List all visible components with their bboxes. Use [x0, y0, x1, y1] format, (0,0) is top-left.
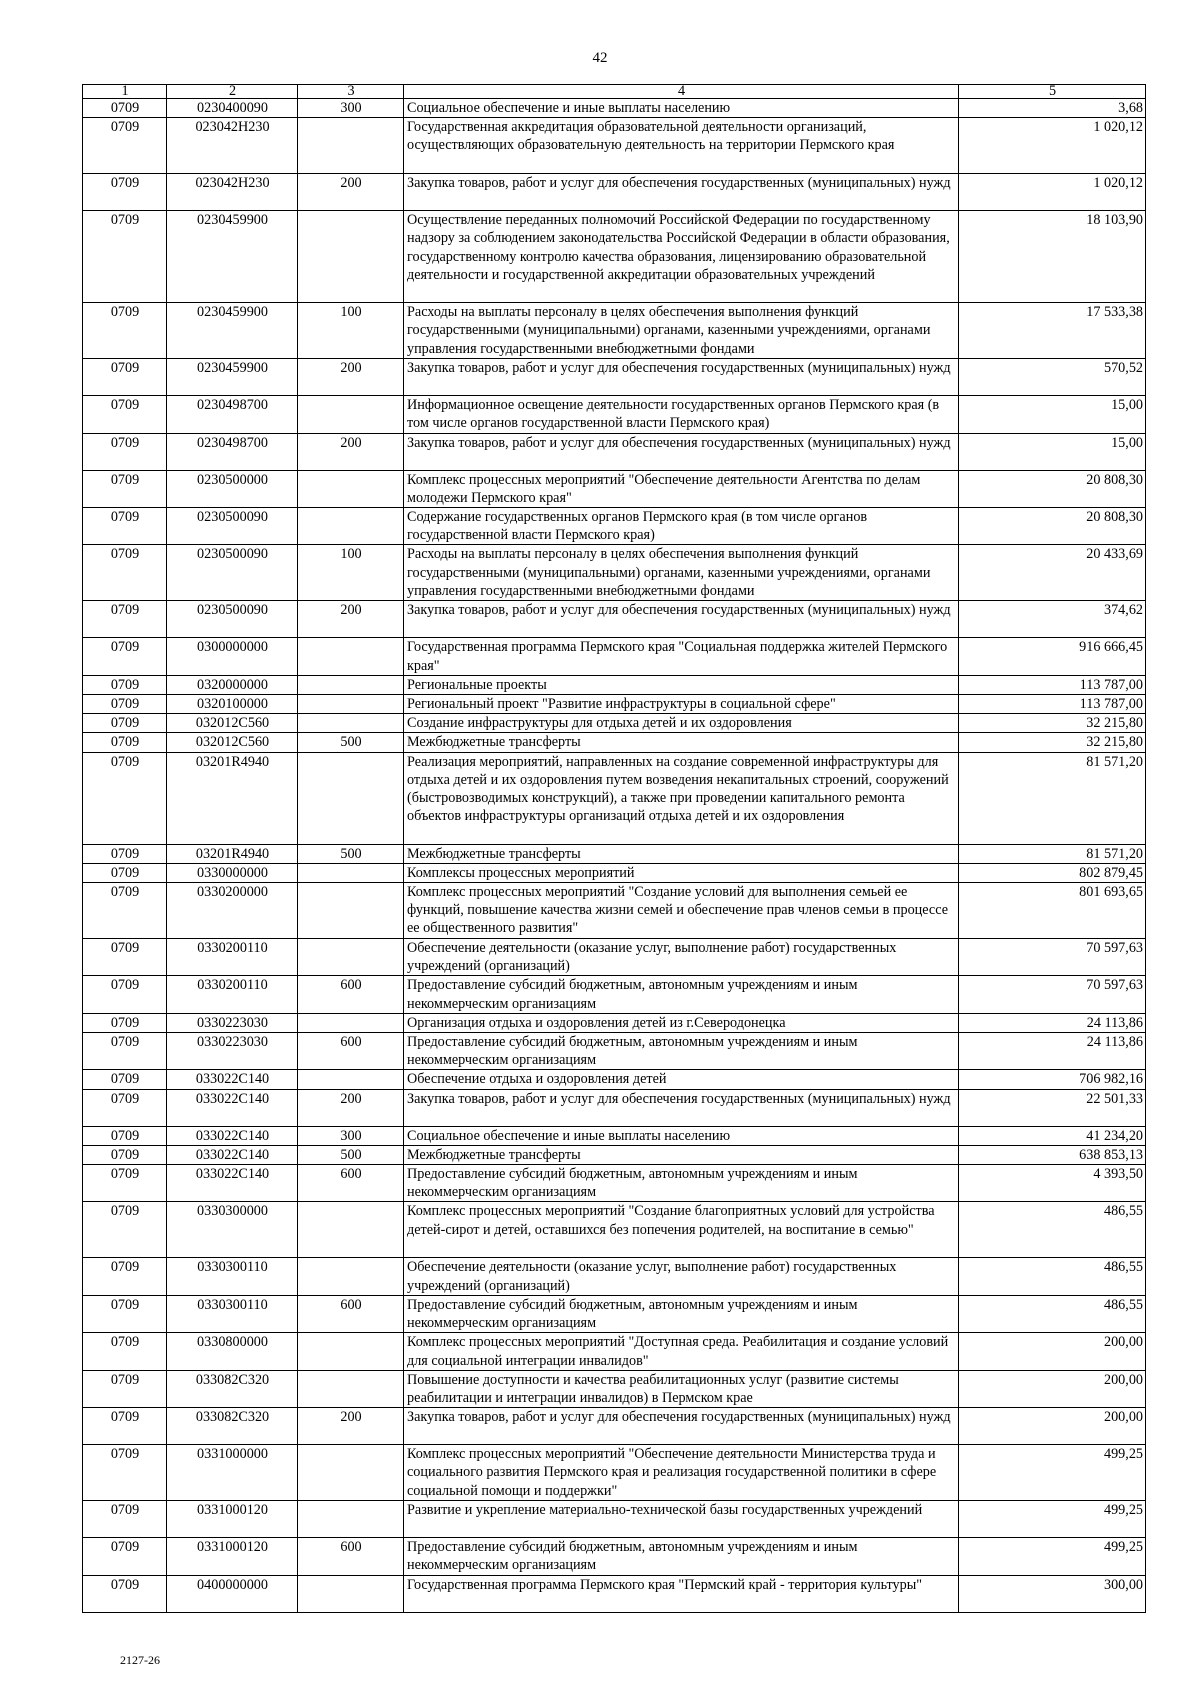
cell-expense-type: 200	[298, 174, 404, 211]
cell-section: 0709	[83, 1089, 167, 1126]
cell-name: Создание инфраструктуры для отдыха детей и их оздоровления	[404, 714, 959, 733]
cell-amount: 486,55	[959, 1258, 1146, 1295]
cell-amount: 81 571,20	[959, 752, 1146, 844]
cell-target-code: 0230459900	[167, 211, 298, 303]
cell-section: 0709	[83, 1445, 167, 1501]
cell-expense-type: 500	[298, 844, 404, 863]
cell-amount: 638 853,13	[959, 1145, 1146, 1164]
table-row	[83, 359, 1146, 396]
cell-amount: 486,55	[959, 1202, 1146, 1258]
cell-name: Осуществление переданных полномочий Российской Федерации по государственному надзору за соблюдением законодательства Российской Федерации в области образования, государственному контролю качества образования, лицензированию образовательной деятельности и государственной аккредитации образовательных учреждений	[404, 211, 959, 303]
cell-section: 0709	[83, 714, 167, 733]
table-row	[83, 675, 1146, 694]
table-row	[83, 1202, 1146, 1258]
cell-amount: 3,68	[959, 99, 1146, 118]
cell-amount: 20 433,69	[959, 545, 1146, 601]
cell-section: 0709	[83, 1202, 167, 1258]
table-row	[83, 396, 1146, 433]
cell-name: Обеспечение деятельности (оказание услуг, выполнение работ) государственных учреждений (организаций)	[404, 1258, 959, 1295]
table-row	[83, 1370, 1146, 1407]
cell-target-code: 0331000120	[167, 1501, 298, 1538]
cell-expense-type: 200	[298, 433, 404, 470]
column-header-amount: 5	[959, 85, 1146, 99]
cell-name: Развитие и укрепление материально-технической базы государственных учреждений	[404, 1501, 959, 1538]
cell-name: Комплекс процессных мероприятий "Доступная среда. Реабилитация и создание условий для социальной интеграции инвалидов"	[404, 1333, 959, 1370]
cell-target-code: 033022С140	[167, 1126, 298, 1145]
cell-amount: 300,00	[959, 1575, 1146, 1612]
cell-expense-type: 200	[298, 601, 404, 638]
cell-section: 0709	[83, 844, 167, 863]
cell-target-code: 033022С140	[167, 1070, 298, 1089]
cell-amount: 706 982,16	[959, 1070, 1146, 1089]
cell-expense-type	[298, 939, 404, 976]
cell-amount: 20 808,30	[959, 470, 1146, 507]
cell-expense-type: 500	[298, 1145, 404, 1164]
cell-name: Межбюджетные трансферты	[404, 1145, 959, 1164]
cell-expense-type	[298, 1445, 404, 1501]
cell-name: Закупка товаров, работ и услуг для обеспечения государственных (муниципальных) нужд	[404, 433, 959, 470]
cell-name: Предоставление субсидий бюджетным, автономным учреждениям и иным некоммерческим организациям	[404, 1165, 959, 1202]
cell-section: 0709	[83, 470, 167, 507]
cell-expense-type	[298, 752, 404, 844]
table-row	[83, 1070, 1146, 1089]
cell-name: Региональный проект "Развитие инфраструктуры в социальной сфере"	[404, 695, 959, 714]
cell-name: Информационное освещение деятельности государственных органов Пермского края (в том числе органов государственной власти Пермского края)	[404, 396, 959, 433]
cell-section: 0709	[83, 601, 167, 638]
cell-expense-type	[298, 1370, 404, 1407]
cell-target-code: 03201R4940	[167, 752, 298, 844]
cell-target-code: 0230500090	[167, 508, 298, 545]
table-row	[83, 118, 1146, 174]
cell-target-code: 033022С140	[167, 1089, 298, 1126]
cell-amount: 24 113,86	[959, 1033, 1146, 1070]
cell-section: 0709	[83, 675, 167, 694]
cell-name: Социальное обеспечение и иные выплаты населению	[404, 99, 959, 118]
cell-amount: 4 393,50	[959, 1165, 1146, 1202]
cell-amount: 916 666,45	[959, 638, 1146, 675]
cell-section: 0709	[83, 1333, 167, 1370]
table-row	[83, 1445, 1146, 1501]
cell-name: Закупка товаров, работ и услуг для обеспечения государственных (муниципальных) нужд	[404, 601, 959, 638]
column-header-name: 4	[404, 85, 959, 99]
cell-amount: 70 597,63	[959, 976, 1146, 1013]
cell-amount: 486,55	[959, 1295, 1146, 1332]
cell-section: 0709	[83, 359, 167, 396]
cell-expense-type	[298, 470, 404, 507]
cell-target-code: 032012С560	[167, 733, 298, 752]
cell-expense-type: 500	[298, 733, 404, 752]
cell-target-code: 0330300000	[167, 1202, 298, 1258]
budget-table	[82, 84, 1146, 1613]
cell-expense-type: 100	[298, 303, 404, 359]
cell-target-code: 0320100000	[167, 695, 298, 714]
cell-target-code: 0230500000	[167, 470, 298, 507]
table-row	[83, 695, 1146, 714]
cell-expense-type: 600	[298, 1165, 404, 1202]
cell-expense-type	[298, 118, 404, 174]
cell-target-code: 0330200000	[167, 883, 298, 939]
cell-target-code: 0230498700	[167, 396, 298, 433]
cell-name: Реализация мероприятий, направленных на создание современной инфраструктуры для отдыха детей и их оздоровления путем возведения некапитальных строений, сооружений (быстровозводимых конструкций), а также при проведении капитального ремонта объектов инфраструктуры организаций отдыха детей и их оздоровления	[404, 752, 959, 844]
cell-section: 0709	[83, 508, 167, 545]
table-row	[83, 1145, 1146, 1164]
cell-target-code: 0230498700	[167, 433, 298, 470]
cell-name: Обеспечение деятельности (оказание услуг, выполнение работ) государственных учреждений (организаций)	[404, 939, 959, 976]
cell-section: 0709	[83, 174, 167, 211]
table-row	[83, 470, 1146, 507]
cell-expense-type: 200	[298, 359, 404, 396]
cell-section: 0709	[83, 211, 167, 303]
cell-section: 0709	[83, 1033, 167, 1070]
cell-name: Расходы на выплаты персоналу в целях обеспечения выполнения функций государственными (муниципальными) органами, казенными учреждениями, органами управления государственными внебюджетными фондами	[404, 303, 959, 359]
cell-expense-type: 300	[298, 99, 404, 118]
cell-expense-type	[298, 695, 404, 714]
column-header-target: 2	[167, 85, 298, 99]
cell-amount: 802 879,45	[959, 863, 1146, 882]
table-row	[83, 733, 1146, 752]
cell-target-code: 032012С560	[167, 714, 298, 733]
table-row	[83, 1126, 1146, 1145]
table-row	[83, 714, 1146, 733]
cell-target-code: 033082С320	[167, 1370, 298, 1407]
cell-target-code: 0330800000	[167, 1333, 298, 1370]
cell-amount: 17 533,38	[959, 303, 1146, 359]
cell-section: 0709	[83, 1070, 167, 1089]
cell-name: Государственная аккредитация образовательной деятельности организаций, осуществляющих образовательную деятельность на территории Пермского края	[404, 118, 959, 174]
cell-expense-type: 600	[298, 1295, 404, 1332]
cell-expense-type: 200	[298, 1089, 404, 1126]
table-row	[83, 174, 1146, 211]
cell-amount: 20 808,30	[959, 508, 1146, 545]
cell-target-code: 0330200110	[167, 976, 298, 1013]
table-row	[83, 1501, 1146, 1538]
cell-section: 0709	[83, 1258, 167, 1295]
table-row	[83, 1013, 1146, 1032]
cell-name: Межбюджетные трансферты	[404, 733, 959, 752]
cell-expense-type	[298, 396, 404, 433]
cell-section: 0709	[83, 396, 167, 433]
cell-target-code: 0230400090	[167, 99, 298, 118]
cell-expense-type	[298, 211, 404, 303]
cell-name: Предоставление субсидий бюджетным, автономным учреждениям и иным некоммерческим организациям	[404, 1538, 959, 1575]
table-row	[83, 99, 1146, 118]
cell-target-code: 0330300110	[167, 1258, 298, 1295]
cell-amount: 570,52	[959, 359, 1146, 396]
cell-name: Закупка товаров, работ и услуг для обеспечения государственных (муниципальных) нужд	[404, 1408, 959, 1445]
cell-expense-type: 300	[298, 1126, 404, 1145]
cell-target-code: 0320000000	[167, 675, 298, 694]
column-header-section: 1	[83, 85, 167, 99]
cell-name: Закупка товаров, работ и услуг для обеспечения государственных (муниципальных) нужд	[404, 359, 959, 396]
cell-amount: 22 501,33	[959, 1089, 1146, 1126]
table-body	[83, 99, 1146, 1613]
table-row	[83, 1333, 1146, 1370]
cell-name: Содержание государственных органов Пермского края (в том числе органов государственной власти Пермского края)	[404, 508, 959, 545]
cell-name: Комплекс процессных мероприятий "Обеспечение деятельности Агентства по делам молодежи Пермского края"	[404, 470, 959, 507]
cell-section: 0709	[83, 1408, 167, 1445]
cell-section: 0709	[83, 883, 167, 939]
cell-target-code: 0330000000	[167, 863, 298, 882]
cell-expense-type	[298, 1013, 404, 1032]
table-row	[83, 1258, 1146, 1295]
cell-target-code: 0230459900	[167, 359, 298, 396]
table-row	[83, 1575, 1146, 1612]
cell-target-code: 0300000000	[167, 638, 298, 675]
cell-name: Региональные проекты	[404, 675, 959, 694]
cell-name: Комплекс процессных мероприятий "Создание условий для выполнения семьей ее функций, повышение качества жизни семей и обеспечение прав членов семьи в процессе ее общественного развития"	[404, 883, 959, 939]
cell-amount: 15,00	[959, 433, 1146, 470]
cell-target-code: 023042Н230	[167, 118, 298, 174]
cell-amount: 1 020,12	[959, 118, 1146, 174]
cell-target-code: 0330300110	[167, 1295, 298, 1332]
cell-amount: 499,25	[959, 1445, 1146, 1501]
cell-expense-type: 200	[298, 1408, 404, 1445]
cell-section: 0709	[83, 1145, 167, 1164]
cell-amount: 32 215,80	[959, 733, 1146, 752]
cell-name: Расходы на выплаты персоналу в целях обеспечения выполнения функций государственными (муниципальными) органами, казенными учреждениями, органами управления государственными внебюджетными фондами	[404, 545, 959, 601]
cell-expense-type	[298, 714, 404, 733]
cell-section: 0709	[83, 99, 167, 118]
cell-amount: 15,00	[959, 396, 1146, 433]
cell-name: Комплексы процессных мероприятий	[404, 863, 959, 882]
cell-expense-type	[298, 638, 404, 675]
cell-section: 0709	[83, 638, 167, 675]
cell-name: Организация отдыха и оздоровления детей из г.Северодонецка	[404, 1013, 959, 1032]
cell-name: Государственная программа Пермского края "Пермский край - территория культуры"	[404, 1575, 959, 1612]
cell-target-code: 033022С140	[167, 1165, 298, 1202]
cell-expense-type	[298, 1202, 404, 1258]
cell-amount: 113 787,00	[959, 695, 1146, 714]
table-row	[83, 1538, 1146, 1575]
table-row	[83, 1408, 1146, 1445]
table-row	[83, 1033, 1146, 1070]
cell-section: 0709	[83, 752, 167, 844]
cell-name: Комплекс процессных мероприятий "Обеспечение деятельности Министерства труда и социального развития Пермского края и реализация государственной политики в сфере социальной помощи и поддержки"	[404, 1445, 959, 1501]
cell-section: 0709	[83, 863, 167, 882]
cell-expense-type	[298, 1575, 404, 1612]
cell-section: 0709	[83, 733, 167, 752]
table-row	[83, 303, 1146, 359]
document-code: 2127-26	[120, 1653, 160, 1667]
cell-expense-type: 600	[298, 976, 404, 1013]
table-row	[83, 1165, 1146, 1202]
cell-section: 0709	[83, 939, 167, 976]
cell-expense-type	[298, 508, 404, 545]
cell-expense-type: 600	[298, 1033, 404, 1070]
cell-target-code: 023042Н230	[167, 174, 298, 211]
table-row	[83, 601, 1146, 638]
cell-target-code: 0400000000	[167, 1575, 298, 1612]
table-row	[83, 752, 1146, 844]
cell-amount: 41 234,20	[959, 1126, 1146, 1145]
cell-name: Повышение доступности и качества реабилитационных услуг (развитие системы реабилитации и интеграции инвалидов) в Пермском крае	[404, 1370, 959, 1407]
cell-section: 0709	[83, 303, 167, 359]
table-row	[83, 844, 1146, 863]
table-row	[83, 638, 1146, 675]
cell-expense-type	[298, 1258, 404, 1295]
cell-amount: 81 571,20	[959, 844, 1146, 863]
cell-name: Закупка товаров, работ и услуг для обеспечения государственных (муниципальных) нужд	[404, 174, 959, 211]
cell-amount: 32 215,80	[959, 714, 1146, 733]
cell-section: 0709	[83, 1538, 167, 1575]
table-row	[83, 939, 1146, 976]
cell-amount: 18 103,90	[959, 211, 1146, 303]
cell-target-code: 0331000120	[167, 1538, 298, 1575]
column-header-type: 3	[298, 85, 404, 99]
cell-name: Предоставление субсидий бюджетным, автономным учреждениям и иным некоммерческим организациям	[404, 1295, 959, 1332]
table-row	[83, 1295, 1146, 1332]
cell-amount: 499,25	[959, 1501, 1146, 1538]
cell-expense-type: 600	[298, 1538, 404, 1575]
cell-target-code: 033082С320	[167, 1408, 298, 1445]
cell-amount: 200,00	[959, 1333, 1146, 1370]
cell-amount: 200,00	[959, 1408, 1146, 1445]
cell-expense-type	[298, 1501, 404, 1538]
cell-target-code: 0330200110	[167, 939, 298, 976]
cell-section: 0709	[83, 1126, 167, 1145]
cell-amount: 70 597,63	[959, 939, 1146, 976]
cell-expense-type	[298, 863, 404, 882]
cell-name: Комплекс процессных мероприятий "Создание благоприятных условий для устройства детей-сирот и детей, оставшихся без попечения родителей, на воспитание в семью"	[404, 1202, 959, 1258]
cell-name: Закупка товаров, работ и услуг для обеспечения государственных (муниципальных) нужд	[404, 1089, 959, 1126]
cell-name: Социальное обеспечение и иные выплаты населению	[404, 1126, 959, 1145]
cell-name: Межбюджетные трансферты	[404, 844, 959, 863]
cell-name: Государственная программа Пермского края "Социальная поддержка жителей Пермского края"	[404, 638, 959, 675]
cell-amount: 374,62	[959, 601, 1146, 638]
table-row	[83, 508, 1146, 545]
cell-section: 0709	[83, 118, 167, 174]
cell-section: 0709	[83, 545, 167, 601]
cell-section: 0709	[83, 433, 167, 470]
cell-section: 0709	[83, 1575, 167, 1612]
table-row	[83, 883, 1146, 939]
cell-target-code: 033022С140	[167, 1145, 298, 1164]
cell-name: Предоставление субсидий бюджетным, автономным учреждениям и иным некоммерческим организациям	[404, 976, 959, 1013]
table-row	[83, 545, 1146, 601]
cell-amount: 499,25	[959, 1538, 1146, 1575]
cell-section: 0709	[83, 976, 167, 1013]
cell-amount: 801 693,65	[959, 883, 1146, 939]
cell-section: 0709	[83, 1013, 167, 1032]
table-row	[83, 211, 1146, 303]
cell-section: 0709	[83, 695, 167, 714]
cell-target-code: 0230500090	[167, 545, 298, 601]
cell-expense-type	[298, 675, 404, 694]
table-row	[83, 976, 1146, 1013]
cell-target-code: 0331000000	[167, 1445, 298, 1501]
cell-target-code: 0230500090	[167, 601, 298, 638]
table-row	[83, 1089, 1146, 1126]
cell-expense-type: 100	[298, 545, 404, 601]
cell-target-code: 03201R4940	[167, 844, 298, 863]
cell-section: 0709	[83, 1501, 167, 1538]
cell-expense-type	[298, 1070, 404, 1089]
cell-target-code: 0330223030	[167, 1033, 298, 1070]
cell-amount: 200,00	[959, 1370, 1146, 1407]
cell-section: 0709	[83, 1295, 167, 1332]
table-row	[83, 433, 1146, 470]
table-row	[83, 863, 1146, 882]
cell-name: Обеспечение отдыха и оздоровления детей	[404, 1070, 959, 1089]
cell-section: 0709	[83, 1165, 167, 1202]
cell-expense-type	[298, 1333, 404, 1370]
cell-amount: 24 113,86	[959, 1013, 1146, 1032]
cell-name: Предоставление субсидий бюджетным, автономным учреждениям и иным некоммерческим организациям	[404, 1033, 959, 1070]
cell-section: 0709	[83, 1370, 167, 1407]
page-number: 42	[592, 50, 608, 66]
cell-amount: 113 787,00	[959, 675, 1146, 694]
cell-target-code: 0230459900	[167, 303, 298, 359]
cell-target-code: 0330223030	[167, 1013, 298, 1032]
cell-amount: 1 020,12	[959, 174, 1146, 211]
table-header-row	[83, 85, 1146, 99]
cell-expense-type	[298, 883, 404, 939]
